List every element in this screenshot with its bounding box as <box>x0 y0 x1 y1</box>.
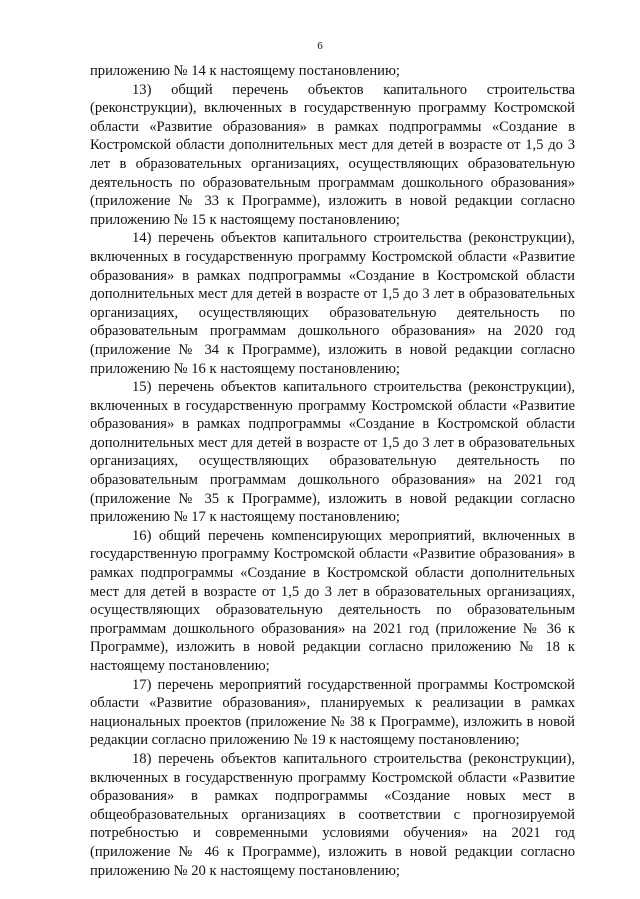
paragraph-continuation: приложению № 14 к настоящему постановлению; <box>90 63 400 79</box>
paragraph-item-13: 13) общий перечень объектов капитального строительства (реконструкции), включенных в государственную программу Костромской области «Развитие образования» в рамках подпрограммы «Создание в Костромской области дополнительных мест для детей в возрасте от 1,5 до 3 лет в образовательных организациях, осуществляющих образовательную деятельность по образовательным программам дошкольного образования» (приложение № 33 к Программе), изложить в новой редакции согласно приложению № 15 к настоящему постановлению; <box>90 81 575 228</box>
paragraph-item-14: 14) перечень объектов капитального строительства (реконструкции), включенных в государственную программу Костромской области «Развитие образования» в рамках подпрограммы «Создание в Костромской области дополнительных мест для детей в возрасте от 1,5 до 3 лет в образовательных организациях, осуществляющих образовательную деятельность по образовательным программам дошкольного образования» на 2020 год (приложение № 34 к Программе), изложить в новой редакции согласно приложению № 16 к настоящему постановлению; <box>90 230 575 377</box>
page-number: 6 <box>317 40 323 52</box>
paragraph-item-17: 17) перечень мероприятий государственной программы Костромской области «Развитие образования», планируемых к реализации в рамках национальных проектов (приложение № 38 к Программе), изложить в новой редакции согласно приложению № 19 к настоящему постановлению; <box>90 676 575 749</box>
document-body <box>90 62 575 880</box>
paragraph-item-15: 15) перечень объектов капитального строительства (реконструкции), включенных в государственную программу Костромской области «Развитие образования» в рамках подпрограммы «Создание в Костромской области дополнительных мест для детей в возрасте от 1,5 до 3 лет в образовательных организациях, осуществляющих образовательную деятельность по образовательным программам дошкольного образования» на 2021 год (приложение № 35 к Программе), изложить в новой редакции согласно приложению № 17 к настоящему постановлению; <box>90 379 575 526</box>
paragraph-item-18: 18) перечень объектов капитального строительства (реконструкции), включенных в государственную программу Костромской области «Развитие образования» в рамках подпрограммы «Создание новых мест в общеобразовательных организациях в соответствии с прогнозируемой потребностью и современными условиями обучения» на 2021 год (приложение № 46 к Программе), изложить в новой редакции согласно приложению № 20 к настоящему постановлению; <box>90 750 575 879</box>
paragraph-item-16: 16) общий перечень компенсирующих мероприятий, включенных в государственную программу Костромской области «Развитие образования» в рамках подпрограммы «Создание в Костромской области дополнительных мест для детей в возрасте от 1,5 до 3 лет в образовательных организациях, осуществляющих образовательную деятельность по образовательным программам дошкольного образования» на 2021 год (приложение № 36 к Программе), изложить в новой редакции согласно приложению № 18 к настоящему постановлению; <box>90 527 575 674</box>
